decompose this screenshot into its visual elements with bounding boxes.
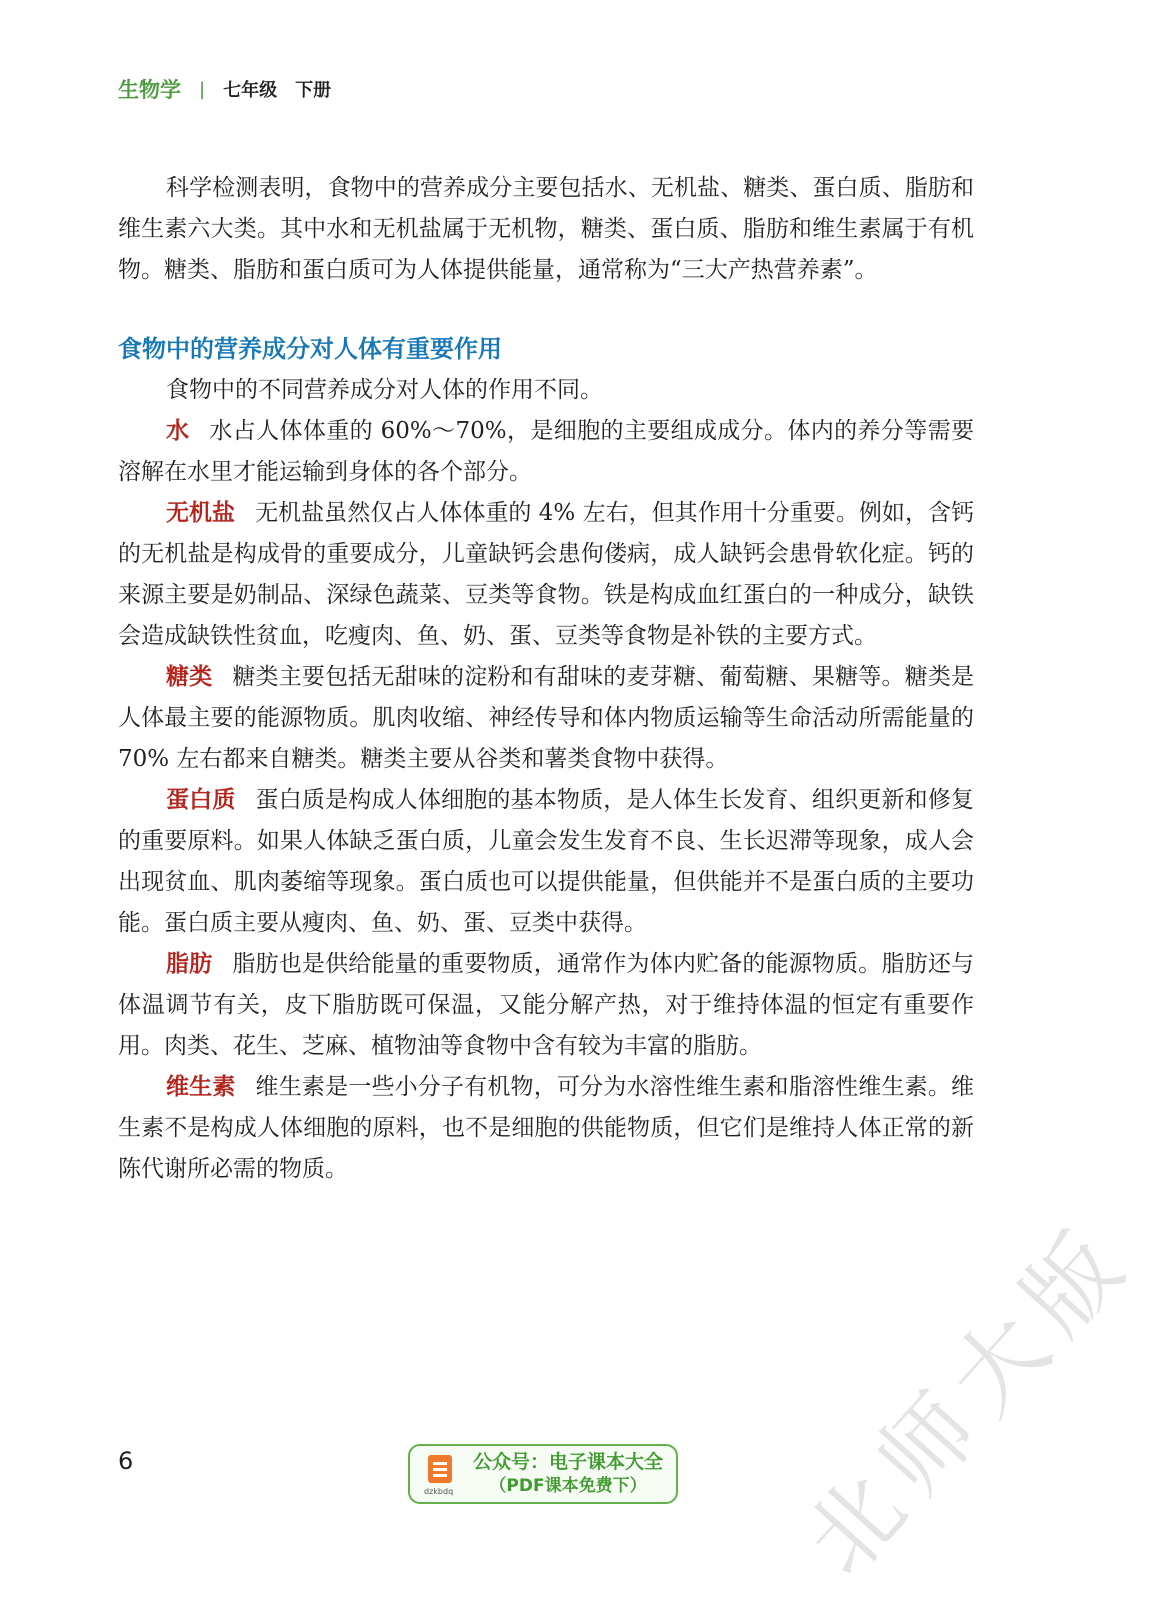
nutrient-term: 脂肪 xyxy=(166,951,213,977)
nutrient-paragraph-minerals xyxy=(118,493,974,657)
nutrient-term: 维生素 xyxy=(166,1074,236,1100)
nutrient-description: 蛋白质是构成人体细胞的基本物质，是人体生长发育、组织更新和修复的重要原料。如果人体缺乏蛋白质，儿童会发生发育不良、生长迟滞等现象，成人会出现贫血、肌肉萎缩等现象。蛋白质也可以提供能量，但供能并不是蛋白质的主要功能。蛋白质主要从瘦肉、鱼、奶、蛋、豆类中获得。 xyxy=(118,787,975,936)
nutrient-paragraph-vitamins xyxy=(118,1067,974,1190)
page-number: 6 xyxy=(118,1447,134,1475)
promo-line-1: 公众号：电子课本大全 xyxy=(472,1451,663,1473)
subject-title: 生物学 xyxy=(118,78,181,102)
section-lead-paragraph: 食物中的不同营养成分对人体的作用不同。 xyxy=(166,377,603,403)
promo-stamp[interactable] xyxy=(408,1444,678,1504)
nutrient-term: 糖类 xyxy=(166,664,213,690)
logo-tag: dzkbdq xyxy=(424,1487,454,1496)
publisher-watermark: 北师大版 xyxy=(784,1202,1154,1595)
intro-paragraph: 科学检测表明，食物中的营养成分主要包括水、无机盐、糖类、蛋白质、脂肪和维生素六大类。其中水和无机盐属于无机物，糖类、蛋白质、脂肪和维生素属于有机物。糖类、脂肪和蛋白质可为人体提供能量，通常称为“三大产热营养素”。 xyxy=(118,175,974,283)
volume-label: 下册 xyxy=(295,80,332,101)
nutrient-term: 水 xyxy=(166,418,190,444)
nutrient-description: 脂肪也是供给能量的重要物质，通常作为体内贮备的能源物质。脂肪还与体温调节有关，皮下脂肪既可保温，又能分解产热，对于维持体温的恒定有重要作用。肉类、花生、芝麻、植物油等食物中含有较为丰富的脂肪。 xyxy=(118,951,975,1059)
section-heading: 食物中的营养成分对人体有重要作用 xyxy=(118,335,502,363)
nutrient-term: 无机盐 xyxy=(166,500,236,526)
nutrient-term: 蛋白质 xyxy=(166,787,236,813)
nutrient-description: 水占人体体重的 60%～70%，是细胞的主要组成成分。体内的养分等需要溶解在水里才能运输到身体的各个部分。 xyxy=(118,418,974,485)
nutrient-paragraph-fat xyxy=(118,944,974,1067)
nutrient-paragraph-carbohydrates xyxy=(118,657,974,780)
grade-label: 七年级 xyxy=(223,80,278,101)
running-header xyxy=(118,74,331,104)
book-logo-icon xyxy=(424,1451,460,1497)
nutrient-description: 维生素是一些小分子有机物，可分为水溶性维生素和脂溶性维生素。维生素不是构成人体细胞的原料，也不是细胞的供能物质，但它们是维持人体正常的新陈代谢所必需的物质。 xyxy=(118,1074,975,1182)
promo-line-2: （PDF课本免费下） xyxy=(489,1476,647,1496)
nutrient-description: 无机盐虽然仅占人体体重的 4% 左右，但其作用十分重要。例如，含钙的无机盐是构成骨的重要成分，儿童缺钙会患佝偻病，成人缺钙会患骨软化症。钙的来源主要是奶制品、深绿色蔬菜、豆类等食物。铁是构成血红蛋白的一种成分，缺铁会造成缺铁性贫血，吃瘦肉、鱼、奶、蛋、豆类等食物是补铁的主要方式。 xyxy=(118,500,974,649)
nutrient-paragraph-water xyxy=(118,411,974,493)
promo-text xyxy=(460,1450,676,1498)
book-icon xyxy=(428,1455,452,1483)
nutrient-description: 糖类主要包括无甜味的淀粉和有甜味的麦芽糖、葡萄糖、果糖等。糖类是人体最主要的能源物质。肌肉收缩、神经传导和体内物质运输等生命活动所需能量的 70% 左右都来自糖类。糖类主要从谷类和薯类食物中获得。 xyxy=(118,664,975,772)
header-divider: | xyxy=(199,78,206,100)
nutrient-paragraph-protein xyxy=(118,780,974,944)
page-body xyxy=(118,168,974,1190)
